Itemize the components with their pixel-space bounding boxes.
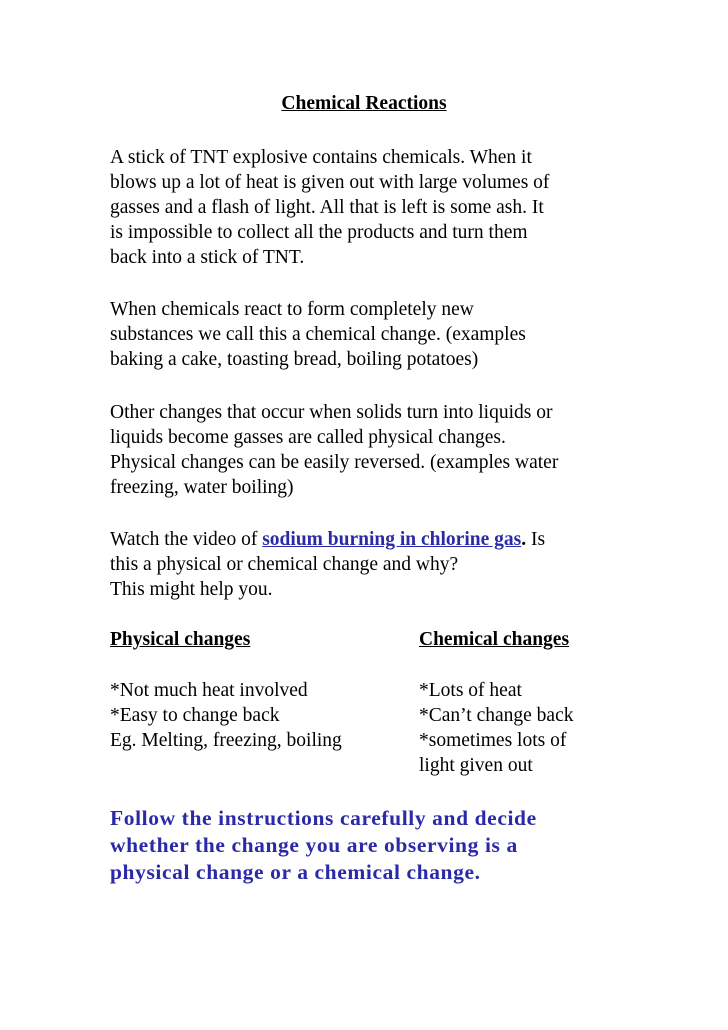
link-period: . [521,529,527,550]
video-link[interactable]: sodium burning in chlorine gas [262,529,522,550]
list-item: *Not much heat involved [110,680,308,701]
list-item: Eg. Melting, freezing, boiling [110,730,342,751]
list-item: *sometimes lots of [419,730,567,751]
paragraph-line: This might help you. [110,579,273,600]
instructions-line: whether the change you are observing is a [110,833,518,857]
video-prefix-text: Watch the video of [110,529,263,550]
paragraph-line: liquids become gasses are called physical changes. [110,427,506,448]
chemical-changes-list [419,678,574,778]
physical-changes-heading: Physical changes [110,629,251,650]
paragraph-line: back into a stick of TNT. [110,247,305,268]
list-item: *Lots of heat [419,680,522,701]
paragraph-line: blows up a lot of heat is given out with large volumes of [110,172,550,193]
paragraph-line: When chemicals react to form completely new [110,299,474,320]
list-item: *Can’t change back [419,705,574,726]
list-item: light given out [419,755,533,776]
instructions-line: Follow the instructions carefully and decide [110,806,537,830]
page-title: Chemical Reactions [281,93,447,114]
paragraph-line: this a physical or chemical change and why? [110,554,459,575]
paragraph-chemical-change [110,297,630,372]
physical-changes-list [110,678,342,753]
paragraph-video [110,527,630,602]
paragraph-line: baking a cake, toasting bread, boiling potatoes) [110,349,479,370]
instructions-callout [110,805,630,886]
paragraph-line: freezing, water boiling) [110,477,294,498]
video-suffix-text: Is [526,529,546,550]
list-item: *Easy to change back [110,705,280,726]
chemical-changes-heading: Chemical changes [419,629,570,650]
paragraph-line: gasses and a flash of light. All that is left is some ash. It [110,197,544,218]
instructions-line: physical change or a chemical change. [110,860,481,884]
paragraph-line [110,527,630,552]
paragraph-line: substances we call this a chemical change. (examples [110,324,526,345]
paragraph-line: A stick of TNT explosive contains chemicals. When it [110,147,532,168]
paragraph-line: Physical changes can be easily reversed. (examples water [110,452,559,473]
paragraph-line: is impossible to collect all the products and turn them [110,222,528,243]
paragraph-physical-change [110,400,630,500]
paragraph-line: Other changes that occur when solids turn into liquids or [110,402,553,423]
paragraph-tnt [110,145,630,270]
